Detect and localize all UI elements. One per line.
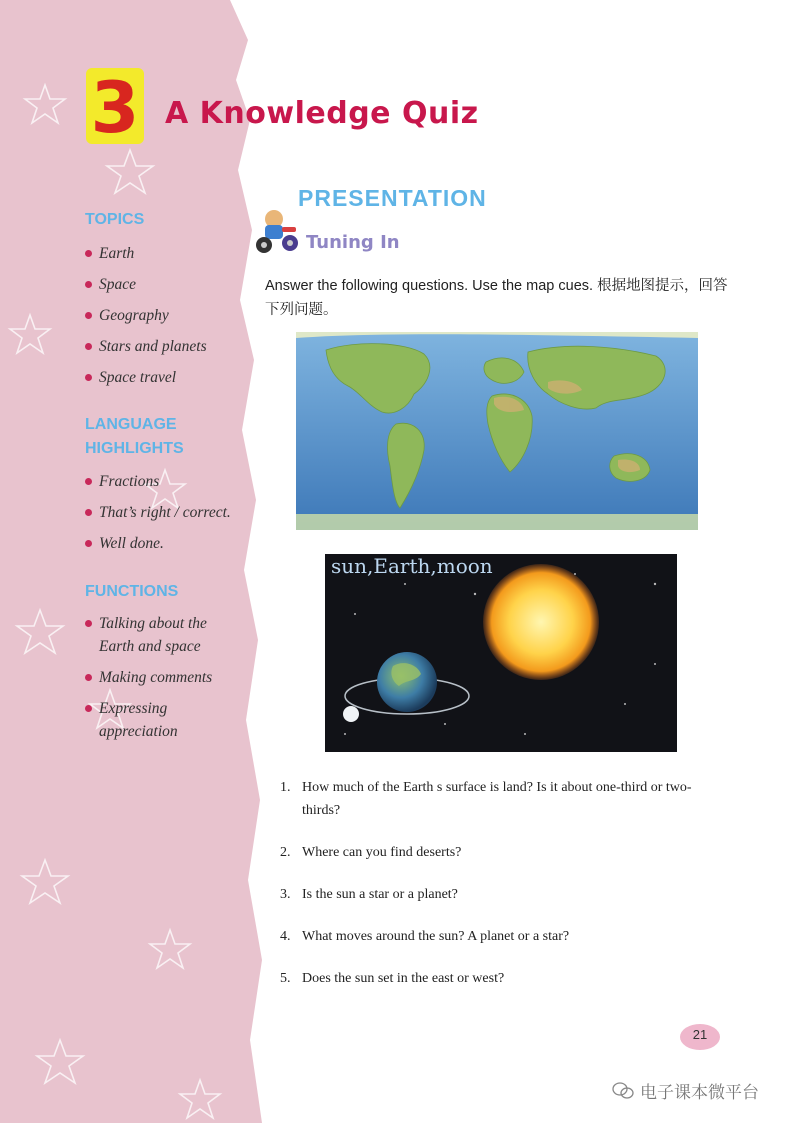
unit-title: A Knowledge Quiz [165, 96, 479, 131]
question-item: 5. Does the sun set in the east or west? [280, 971, 505, 986]
subsection-heading: Tuning In [306, 232, 400, 253]
bullet-icon [85, 343, 92, 350]
list-item: Making comments [85, 666, 235, 689]
bullet-icon [85, 509, 92, 516]
watermark [612, 1078, 759, 1103]
list-item: That’s right / correct. [85, 501, 231, 524]
bullet-icon [85, 540, 92, 547]
functions-heading: FUNCTIONS [85, 583, 179, 600]
bullet-icon [85, 620, 92, 627]
topics-list [85, 242, 207, 389]
list-item: Geography [85, 304, 207, 327]
page-number: 21 [692, 1027, 708, 1042]
bullet-icon [85, 312, 92, 319]
bullet-icon [85, 250, 92, 257]
chat-icon [612, 1082, 634, 1100]
bullet-icon [85, 374, 92, 381]
unit-number: 3 [90, 67, 140, 146]
question-item: 2. Where can you find deserts? [280, 845, 462, 860]
list-item: Space travel [85, 366, 207, 389]
bullet-icon [85, 705, 92, 712]
question-item: 1. How much of the Earth s surface is land? Is it about one-third or two-thirds? [280, 780, 692, 818]
sidebar [0, 0, 270, 1123]
image-label: sun,Earth,moon [331, 554, 493, 578]
list-item: Stars and planets [85, 335, 207, 358]
question-item: 4. What moves around the sun? A planet or a star? [280, 929, 570, 944]
list-item: Fractions [85, 470, 231, 493]
list-item: Well done. [85, 532, 231, 555]
list-item: Earth [85, 242, 207, 265]
topics-heading: TOPICS [85, 211, 145, 228]
list-item: Space [85, 273, 207, 296]
watermark-text: 电子课本微平台 [640, 1083, 759, 1103]
question-item: 3. Is the sun a star or a planet? [280, 887, 458, 902]
language-heading: LANGUAGE HIGHLIGHTS [85, 416, 184, 457]
bullet-icon [85, 478, 92, 485]
functions-list [85, 612, 235, 743]
sun-earth-moon-image [325, 554, 677, 752]
unit-number-badge [84, 66, 146, 146]
list-item: Talking about the Earth and space [85, 612, 235, 658]
bullet-icon [85, 674, 92, 681]
space-illustration [325, 554, 677, 752]
language-list [85, 470, 231, 555]
mascot-icon [252, 205, 304, 257]
question-list [280, 776, 720, 1009]
list-item: Expressing appreciation [85, 697, 235, 743]
instruction-text: Answer the following questions. Use the map cues. 根据地图提示，回答下列问题。 [265, 278, 728, 318]
sidebar-background [0, 0, 270, 1123]
world-map-image [296, 332, 698, 530]
section-heading: PRESENTATION [298, 185, 487, 211]
bullet-icon [85, 281, 92, 288]
